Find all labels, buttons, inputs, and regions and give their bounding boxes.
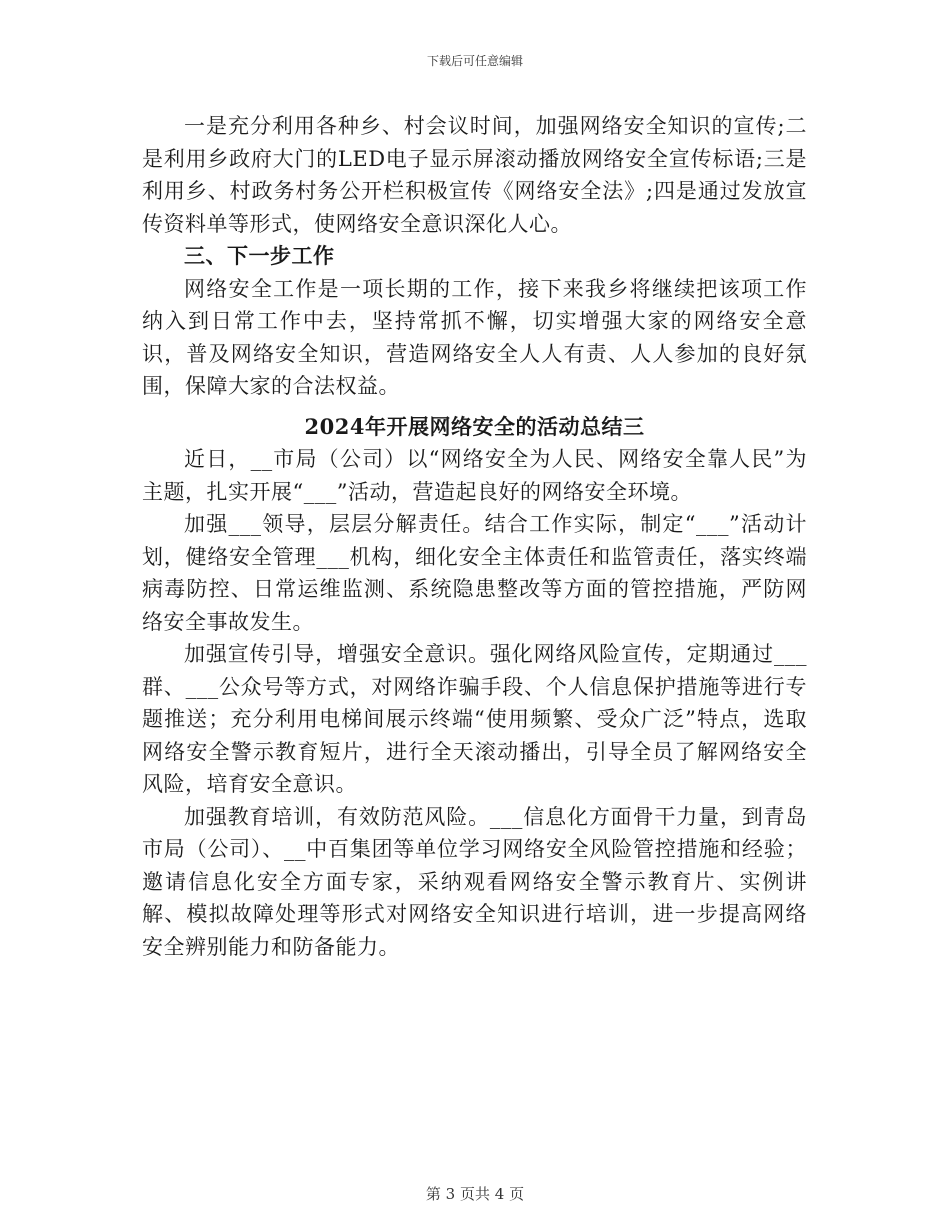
paragraph-publicity-measures: 一是充分利用各种乡、村会议时间，加强网络安全知识的宣传;二是利用乡政府大门的LED电子显示屏滚动播放网络安全宣传标语;三是利用乡、村政务村务公开栏积极宣传《网络安全法》;四是通过发放宣传资料单等形式，使网络安全意识深化人心。 — [142, 114, 807, 236]
section-heading-next-steps: 三、下一步工作 — [184, 243, 335, 268]
page-number: 第 3 页共 4 页 — [425, 1185, 525, 1203]
page-header-note: 下载后可任意编辑 — [426, 54, 523, 68]
paragraph-intro: 近日，__市局（公司）以“网络安全为人民、网络安全靠人民”为主题，扎实开展“___”活动，营造起良好的网络安全环境。 — [142, 447, 807, 504]
document-body — [142, 110, 807, 963]
paragraph-next-steps: 网络安全工作是一项长期的工作，接下来我乡将继续把该项工作纳入到日常工作中去，坚持常抓不懈，切实增强大家的网络安全意识，普及网络安全知识，营造网络安全人人有责、人人参加的良好氛围，保障大家的合法权益。 — [142, 276, 807, 398]
paragraph-leadership: 加强___领导，层层分解责任。结合工作实际，制定“___”活动计划，健络安全管理___机构，细化安全主体责任和监管责任，落实终端病毒防控、日常运维监测、系统隐患整改等方面的管控措施，严防网络安全事故发生。 — [142, 512, 807, 634]
spacer — [142, 403, 807, 411]
paragraph-publicity-guidance: 加强宣传引导，增强安全意识。强化网络风险宣传，定期通过___群、___公众号等方式，对网络诈骗手段、个人信息保护措施等进行专题推送；充分利用电梯间展示终端“使用频繁、受众广泛”特点，选取网络安全警示教育短片，进行全天滚动播出，引导全员了解网络安全风险，培育安全意识。 — [142, 642, 807, 796]
paragraph-training: 加强教育培训，有效防范风险。___信息化方面骨干力量，到青岛市局（公司）、__中百集团等单位学习网络安全风险管控措施和经验；邀请信息化安全方面专家，采纳观看网络安全警示教育片、实例讲解、模拟故障处理等形式对网络安全知识进行培训，进一步提高网络安全辨别能力和防备能力。 — [142, 804, 807, 959]
summary-title-three: 2024年开展网络安全的活动总结三 — [304, 413, 645, 439]
